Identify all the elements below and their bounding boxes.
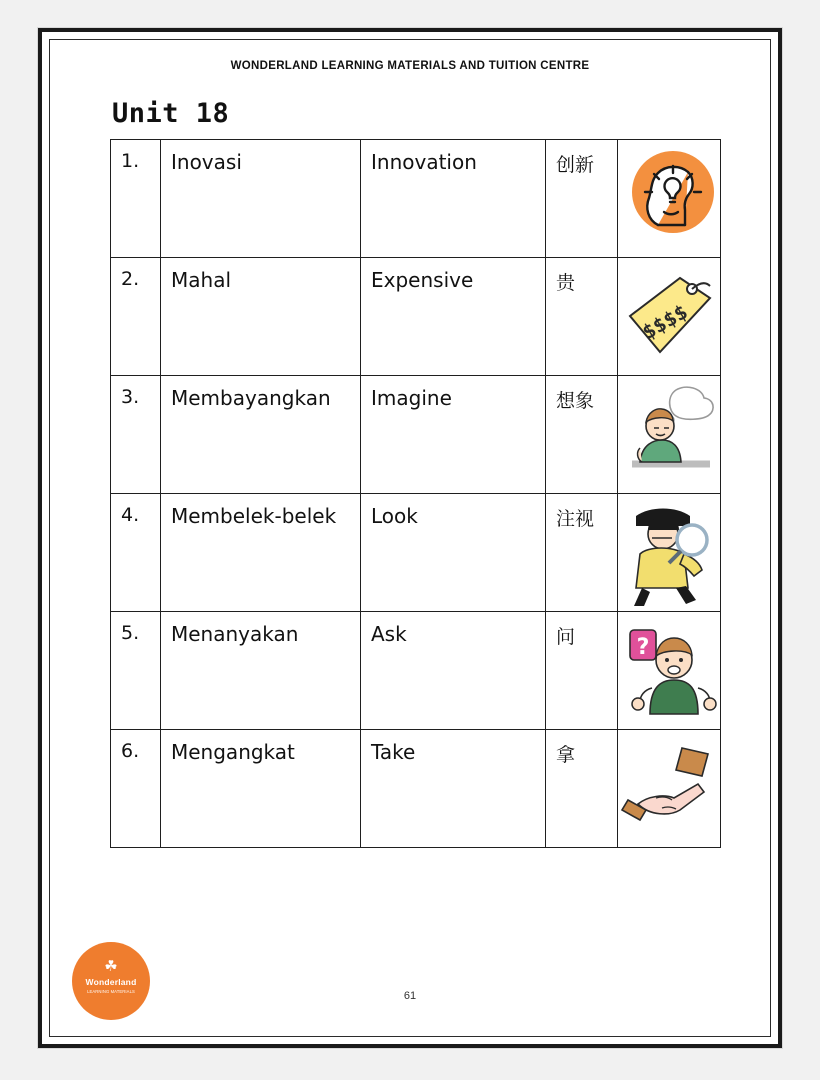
page-number: 61 [403,990,417,1002]
english-word: Imagine [371,386,452,410]
chinese-word: 注视 [556,508,595,530]
row-number: 3. [121,386,140,408]
boy-thought-bubble-icon [618,376,720,493]
price-tag-dollars-icon [618,258,720,375]
chinese-word: 创新 [556,154,595,176]
row-number: 1. [121,150,140,172]
table-row [111,494,721,612]
chinese-word: 拿 [556,744,576,766]
english-word: Look [371,504,418,528]
hand-taking-object-icon [618,730,720,847]
chinese-word: 问 [556,626,576,648]
lightbulb-head-idea-icon [618,140,720,257]
logo-line-1: Wonderland [85,977,137,987]
english-word: Expensive [371,268,474,292]
boy-question-mark-icon [618,612,720,729]
svg-text:?: ? [636,635,650,660]
malay-word: Membayangkan [171,386,331,410]
row-number: 2. [121,268,140,290]
man-magnifying-glass-icon [618,494,720,611]
table-row [111,376,721,494]
malay-word: Mahal [171,268,231,292]
row-number: 5. [121,622,140,644]
page-title: Unit 18 [112,98,230,129]
malay-word: Inovasi [171,150,242,174]
page-header: WONDERLAND LEARNING MATERIALS AND TUITION CENTRE [230,60,590,72]
worksheet-page [38,28,782,1048]
vocabulary-table [110,139,721,848]
chinese-word: 想象 [556,390,595,412]
logo-line-2: LEARNING MATERIALS [87,989,135,994]
wonderland-logo [72,942,150,1020]
english-word: Innovation [371,150,477,174]
row-number: 4. [121,504,140,526]
logo-mark-icon: ☘ [104,958,118,975]
svg-text:$$$$: $$$$ [637,299,692,345]
table-row [111,140,721,258]
chinese-word: 贵 [556,272,576,294]
page-inner-border [49,39,771,1037]
malay-word: Membelek-belek [171,504,337,528]
malay-word: Mengangkat [171,740,295,764]
table-row [111,258,721,376]
english-word: Take [371,740,416,764]
english-word: Ask [371,622,407,646]
table-row [111,612,721,730]
row-number: 6. [121,740,140,762]
table-row [111,730,721,848]
malay-word: Menanyakan [171,622,299,646]
